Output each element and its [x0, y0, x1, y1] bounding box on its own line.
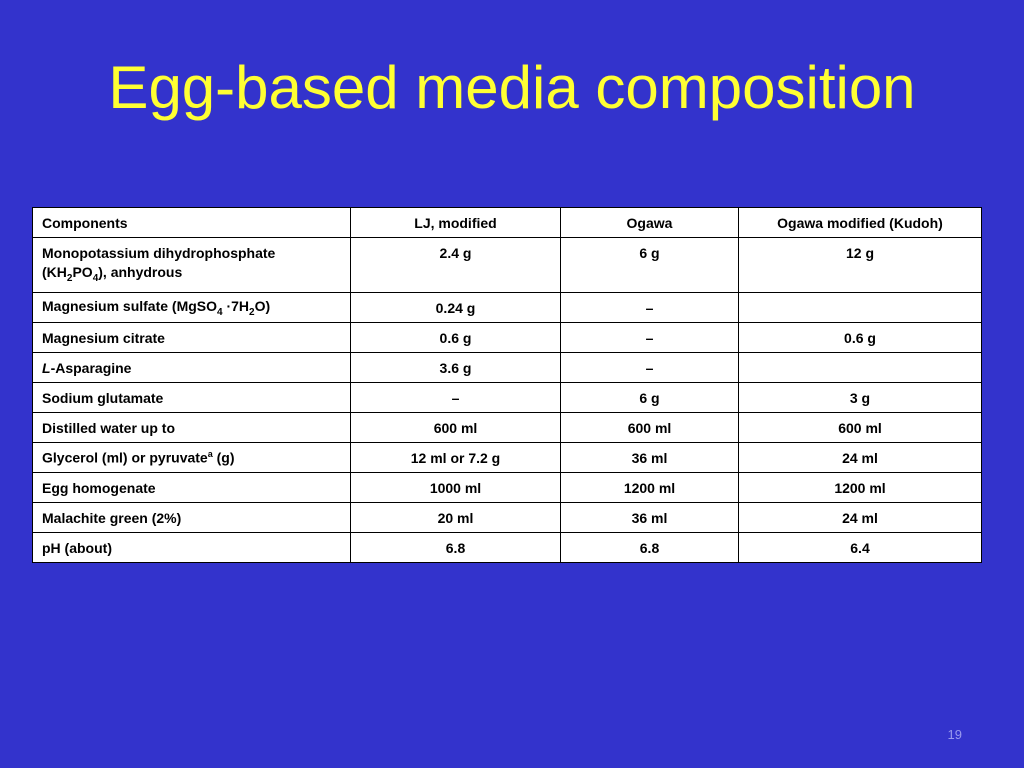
value-cell: 0.6 g — [739, 323, 982, 353]
value-cell: 12 g — [739, 238, 982, 293]
component-cell: Egg homogenate — [33, 473, 351, 503]
header-components: Components — [33, 208, 351, 238]
value-cell: 24 ml — [739, 443, 982, 473]
value-cell: 1200 ml — [739, 473, 982, 503]
value-cell: 0.24 g — [351, 293, 561, 323]
value-cell: 3.6 g — [351, 353, 561, 383]
table-row — [33, 473, 982, 503]
value-cell: 6.8 — [561, 533, 739, 563]
value-cell: 600 ml — [351, 413, 561, 443]
header-lj-modified: LJ, modified — [351, 208, 561, 238]
value-cell: 6 g — [561, 238, 739, 293]
table-header-row — [33, 208, 982, 238]
value-cell: 6.8 — [351, 533, 561, 563]
component-cell: pH (about) — [33, 533, 351, 563]
value-cell: 6.4 — [739, 533, 982, 563]
table-row — [33, 383, 982, 413]
value-cell: 2.4 g — [351, 238, 561, 293]
value-cell: 12 ml or 7.2 g — [351, 443, 561, 473]
value-cell: 1200 ml — [561, 473, 739, 503]
value-cell — [739, 353, 982, 383]
media-composition-table — [32, 207, 982, 563]
value-cell: 36 ml — [561, 503, 739, 533]
table-row — [33, 293, 982, 323]
value-cell: 0.6 g — [351, 323, 561, 353]
value-cell: – — [561, 353, 739, 383]
value-cell: – — [561, 293, 739, 323]
component-cell: Sodium glutamate — [33, 383, 351, 413]
table-row — [33, 533, 982, 563]
value-cell: 24 ml — [739, 503, 982, 533]
value-cell: – — [351, 383, 561, 413]
component-cell: Distilled water up to — [33, 413, 351, 443]
component-cell: Magnesium sulfate (MgSO$_4$ $\cdot 7H_2O$) — [33, 293, 351, 323]
value-cell: – — [561, 323, 739, 353]
component-cell: L-Asparagine — [33, 353, 351, 383]
table-row — [33, 413, 982, 443]
component-cell: Magnesium citrate — [33, 323, 351, 353]
value-cell: 3 g — [739, 383, 982, 413]
table-row — [33, 443, 982, 473]
table-row — [33, 238, 982, 293]
page-number: 19 — [947, 727, 962, 742]
value-cell: 600 ml — [561, 413, 739, 443]
table-row — [33, 323, 982, 353]
value-cell: 20 ml — [351, 503, 561, 533]
component-cell: Monopotassium dihydrophosphate $(KH_2PO_4)$, anhydrous — [33, 238, 351, 293]
header-ogawa: Ogawa — [561, 208, 739, 238]
value-cell: 6 g — [561, 383, 739, 413]
component-name: Monopotassium dihydrophosphate — [42, 245, 276, 261]
header-ogawa-modified: Ogawa modified (Kudoh) — [739, 208, 982, 238]
value-cell: 1000 ml — [351, 473, 561, 503]
component-cell: Glycerol (ml) or pyruvate$^a$ (g) — [33, 443, 351, 473]
value-cell: 36 ml — [561, 443, 739, 473]
value-cell: 600 ml — [739, 413, 982, 443]
table-row — [33, 503, 982, 533]
table-row — [33, 353, 982, 383]
component-cell: Malachite green (2%) — [33, 503, 351, 533]
value-cell — [739, 293, 982, 323]
slide-title: Egg-based media composition — [108, 54, 916, 121]
